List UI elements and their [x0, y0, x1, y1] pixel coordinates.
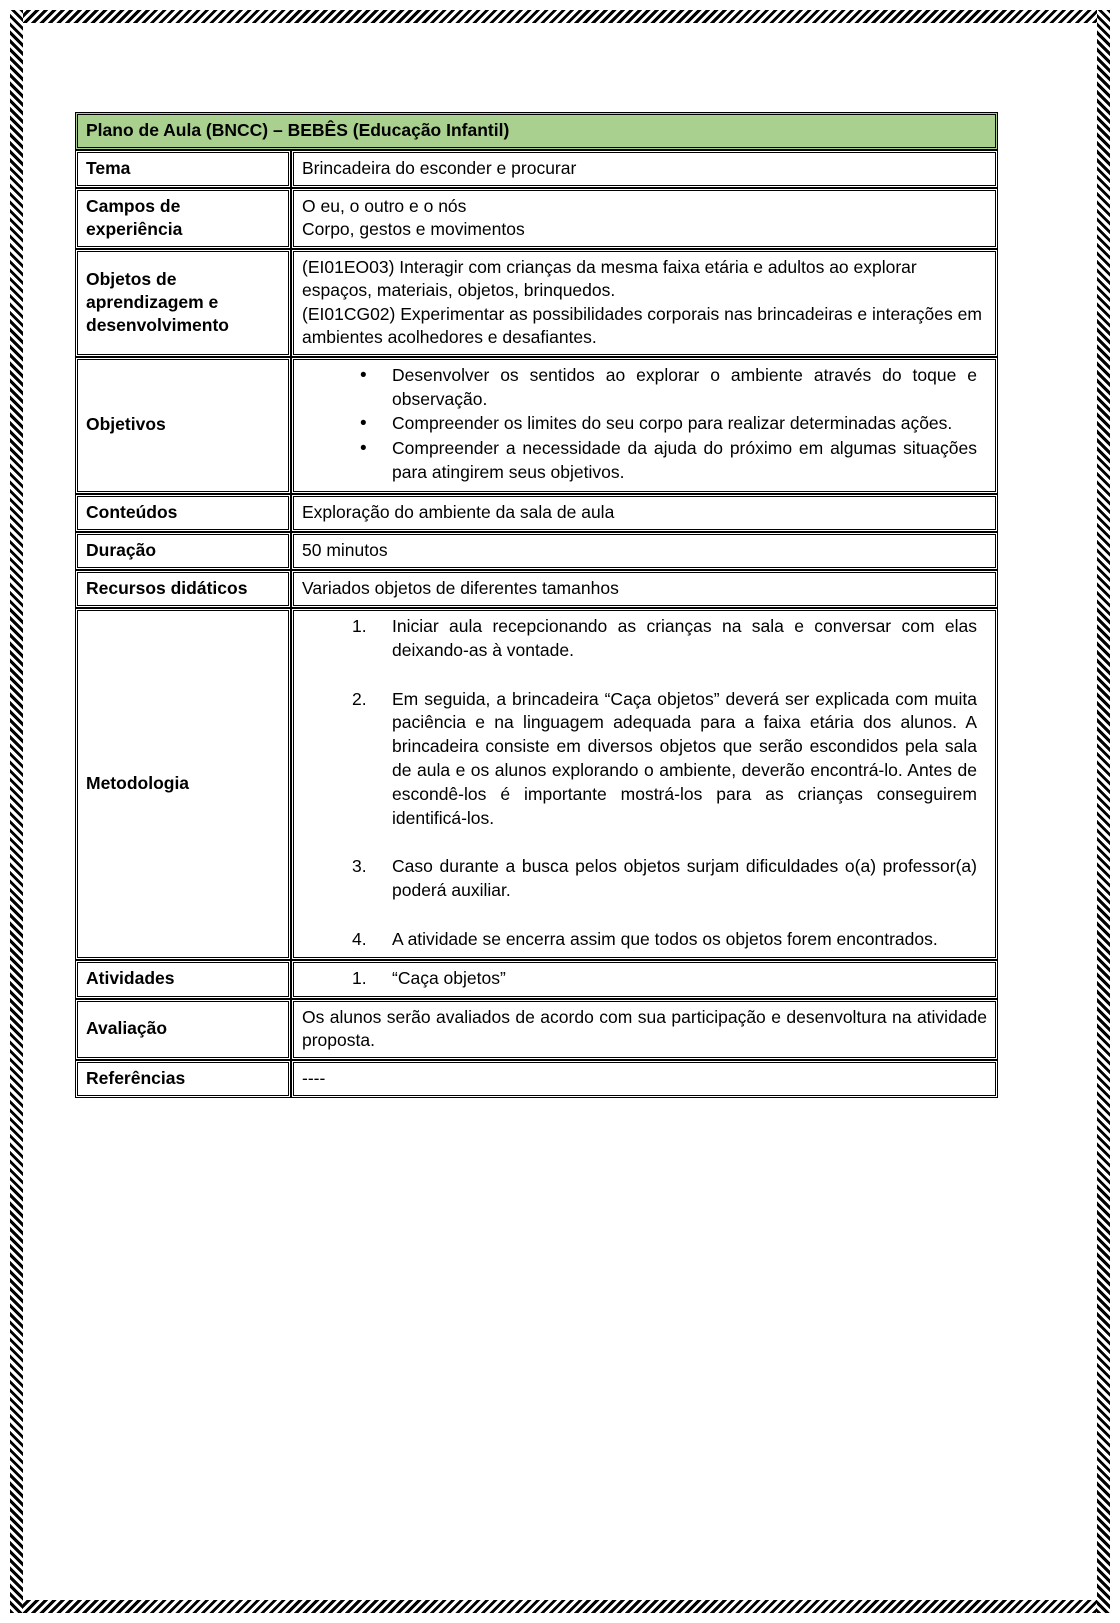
label-objetos-line3: desenvolvimento [86, 315, 229, 336]
list-item: A atividade se encerra assim que todos os objetos forem encontrados. [392, 928, 938, 949]
table-row-recursos [75, 570, 998, 608]
label-conteudos: Conteúdos [75, 494, 291, 532]
list-item: Em seguida, a brincadeira “Caça objetos” deverá ser explicada com muita paciência e na linguagem adequada para a faixa etária dos alunos. A brincadeira consiste em diversos objetos que serão escondidos pela sala de aula e os alunos explorando o ambiente, deverão encontrá-lo. Antes de escondê-los é importante mostrá-los para as crianças conseguirem identificá-los. [392, 688, 977, 828]
plan-title: Plano de Aula (BNCC) – BEBÊS (Educação Infantil) [75, 112, 998, 150]
page-border-bottom [10, 1600, 1110, 1613]
objetivos-list [302, 364, 987, 485]
label-objetos-de-aprendizagem [75, 249, 291, 356]
table-row-conteudos [75, 494, 998, 532]
label-campos-line1: Campos de [86, 196, 181, 217]
list-item: “Caça objetos” [392, 967, 506, 988]
value-conteudos: Exploração do ambiente da sala de aula [291, 494, 998, 532]
label-campos-de-experiencia [75, 188, 291, 249]
list-item: Iniciar aula recepcionando as crianças na sala e conversar com elas deixando-as à vontade. [392, 616, 977, 660]
table-row-objetos [75, 249, 998, 356]
page-border-top [10, 10, 1110, 23]
label-metodologia: Metodologia [75, 608, 291, 960]
value-avaliacao: Os alunos serão avaliados de acordo com sua participação e desenvoltura na atividade proposta. [291, 999, 998, 1060]
label-objetivos: Objetivos [75, 357, 291, 494]
page-border-left [10, 10, 23, 1613]
label-avaliacao: Avaliação [75, 999, 291, 1060]
table-row-tema [75, 150, 998, 188]
value-tema: Brincadeira do esconder e procurar [291, 150, 998, 188]
metodologia-list [302, 615, 987, 952]
page-border-right [1097, 10, 1110, 1613]
label-objetos-line1: Objetos de [86, 268, 177, 289]
lesson-plan-table [75, 112, 998, 1098]
table-row-avaliacao [75, 999, 998, 1060]
lesson-plan-sheet [75, 112, 998, 1098]
label-tema: Tema [75, 150, 291, 188]
table-row-metodologia [75, 608, 998, 960]
table-row-atividades [75, 960, 998, 999]
value-recursos-didaticos: Variados objetos de diferentes tamanhos [291, 570, 998, 608]
table-row-duracao [75, 532, 998, 570]
value-campos-line1: O eu, o outro e o nós [302, 196, 467, 217]
table-row-referencias [75, 1060, 998, 1098]
bncc-code-ei01cg02: (EI01CG02) Experimentar as possibilidades corporais nas brincadeiras e interações em ambientes acolhedores e desafiantes. [302, 303, 982, 347]
value-metodologia [291, 608, 998, 960]
bncc-code-ei01eo03: (EI01EO03) Interagir com crianças da mesma faixa etária e adultos ao explorar espaços, materiais, objetos, brinquedos. [302, 257, 917, 301]
value-campos-line2: Corpo, gestos e movimentos [302, 219, 525, 240]
value-campos-de-experiencia [291, 188, 998, 249]
list-item: • Compreender a necessidade da ajuda do próximo em algumas situações para atingirem seus objetivos. [360, 437, 977, 485]
label-atividades: Atividades [75, 960, 291, 999]
table-row-objetivos [75, 357, 998, 494]
label-duracao: Duração [75, 532, 291, 570]
list-item: • Desenvolver os sentidos ao explorar o ambiente através do toque e observação. [360, 364, 977, 412]
list-item: Caso durante a busca pelos objetos surjam dificuldades o(a) professor(a) poderá auxiliar. [392, 856, 977, 901]
label-recursos-didaticos: Recursos didáticos [75, 570, 291, 608]
value-duracao: 50 minutos [291, 532, 998, 570]
value-atividades [291, 960, 998, 999]
value-objetos-de-aprendizagem [291, 249, 998, 356]
label-campos-line2: experiência [86, 219, 183, 240]
label-referencias: Referências [75, 1060, 291, 1098]
list-item: • Compreender os limites do seu corpo para realizar determinadas ações. [360, 412, 977, 436]
label-objetos-line2: aprendizagem e [86, 292, 219, 313]
table-row-campos [75, 188, 998, 249]
table-row-title [75, 112, 998, 150]
atividades-list [302, 967, 987, 991]
value-referencias: ---- [291, 1060, 998, 1098]
value-objetivos [291, 357, 998, 494]
